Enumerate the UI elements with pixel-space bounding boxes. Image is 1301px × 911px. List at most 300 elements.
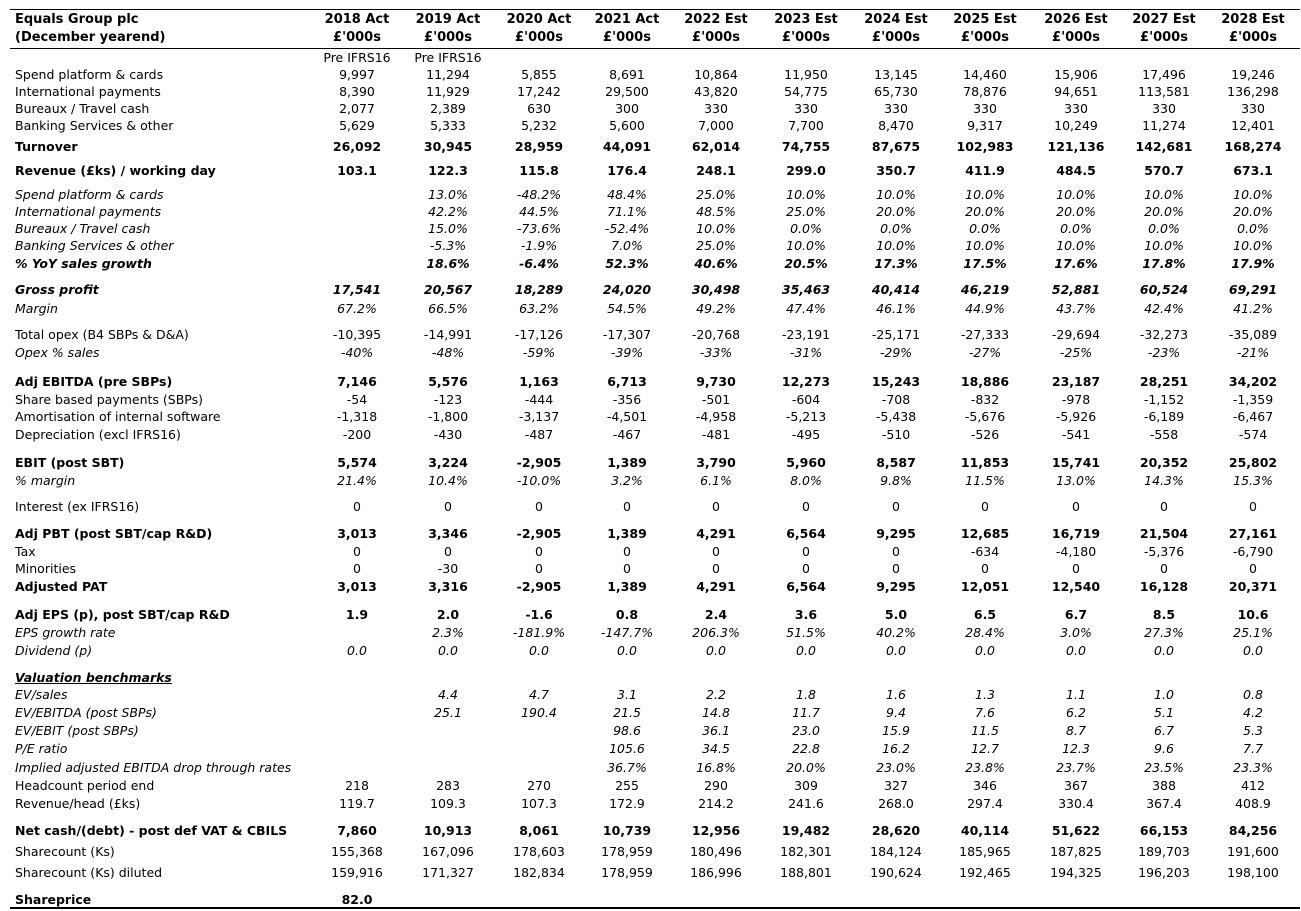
table-cell: 21.4% [337, 473, 377, 488]
table-cell: 13.0% [428, 187, 468, 202]
table-cell: -59% [522, 345, 556, 360]
table-cell: 0 [353, 561, 361, 576]
table-cell: -20,768 [691, 327, 741, 342]
table-cell: 82.0 [341, 892, 373, 907]
table-cell: 7,000 [698, 118, 734, 133]
table-cell: 17,242 [517, 84, 561, 99]
table-cell: 13.0% [1056, 473, 1096, 488]
table-cell: 9,317 [967, 118, 1003, 133]
table-cell: 0 [353, 499, 361, 514]
row-label: Implied adjusted EBITDA drop through rates [15, 760, 292, 775]
table-cell: -35,089 [1228, 327, 1278, 342]
table-cell: 1.3 [975, 687, 995, 702]
table-cell: 27,161 [1228, 526, 1278, 541]
table-cell: 10.0% [965, 238, 1005, 253]
table-cell: -23,191 [781, 327, 831, 342]
table-cell: 10.0% [696, 221, 736, 236]
table-cell: -501 [701, 392, 731, 407]
table-cell: 5,960 [786, 455, 826, 470]
company-name: Equals Group plc [15, 12, 139, 27]
table-cell: 3,013 [337, 526, 377, 541]
row-label: EPS growth rate [15, 625, 116, 640]
table-cell: 10,864 [694, 67, 738, 82]
table-cell: 23.3% [1233, 760, 1273, 775]
table-cell: 171,327 [422, 865, 474, 880]
table-cell: 9.4 [886, 705, 906, 720]
table-cell: 40.6% [694, 256, 738, 271]
table-cell: 330 [1064, 101, 1088, 116]
table-cell: -23% [1147, 345, 1181, 360]
table-cell: 24,020 [602, 282, 652, 297]
table-cell: 0 [1072, 499, 1080, 514]
table-cell: 6,713 [607, 374, 647, 389]
table-cell: 23.7% [1056, 760, 1096, 775]
table-cell: 65,730 [874, 84, 918, 99]
row-label: Spend platform & cards [15, 187, 164, 202]
unit-header: £'000s [1140, 30, 1188, 45]
table-cell: 408.9 [1235, 796, 1271, 811]
unit-header: £'000s [1229, 30, 1277, 45]
table-cell: 8.7 [1066, 723, 1086, 738]
table-cell: 136,298 [1227, 84, 1279, 99]
table-cell: 20.0% [1056, 204, 1096, 219]
row-label: Amortisation of internal software [15, 409, 221, 424]
table-cell: 21.5 [613, 705, 641, 720]
table-cell: 11.5 [971, 723, 999, 738]
row-label: % margin [15, 473, 76, 488]
table-cell: -558 [1149, 427, 1179, 442]
table-cell: 1,389 [607, 455, 647, 470]
table-cell: 17.8% [1142, 256, 1186, 271]
table-cell: 98.6 [613, 723, 641, 738]
table-cell: -978 [1061, 392, 1091, 407]
row-label: Adjusted PAT [15, 579, 108, 594]
table-cell: 4.2 [1243, 705, 1263, 720]
row-label: Net cash/(debt) - post def VAT & CBILS [15, 823, 288, 838]
table-cell: -32,273 [1139, 327, 1189, 342]
table-cell: 119.7 [339, 796, 375, 811]
table-cell: 0 [981, 561, 989, 576]
row-label: International payments [15, 84, 161, 99]
table-cell: 9,997 [339, 67, 375, 82]
table-cell: 5,629 [339, 118, 375, 133]
table-cell: 35,463 [781, 282, 831, 297]
table-cell: 40.2% [876, 625, 916, 640]
table-cell: 185,965 [959, 844, 1011, 859]
unit-header: £'000s [692, 30, 740, 45]
table-cell: 102,983 [956, 139, 1014, 154]
table-cell: 3,790 [696, 455, 736, 470]
table-cell: -634 [970, 544, 1000, 559]
table-cell: 0 [623, 544, 631, 559]
table-cell: 268.0 [878, 796, 914, 811]
table-cell: 36.1 [702, 723, 730, 738]
table-cell: 10.0% [1056, 187, 1096, 202]
table-cell: 43.7% [1056, 301, 1096, 316]
table-cell: 5,576 [428, 374, 468, 389]
table-cell: -10.0% [516, 473, 562, 488]
table-cell: 2,077 [339, 101, 375, 116]
table-cell: 44,091 [602, 139, 652, 154]
table-cell: 10.4% [428, 473, 468, 488]
row-label: Banking Services & other [15, 118, 174, 133]
row-label: Opex % sales [15, 345, 100, 360]
table-cell: -31% [789, 345, 823, 360]
table-cell: 299.0 [786, 163, 826, 178]
table-cell: 11,294 [426, 67, 470, 82]
table-cell: 48.4% [607, 187, 647, 202]
year-header: 2018 Act [324, 12, 390, 27]
table-cell: 18.6% [426, 256, 470, 271]
table-cell: 0.8 [615, 607, 639, 622]
table-cell: 103.1 [337, 163, 377, 178]
table-cell: 191,600 [1227, 844, 1279, 859]
table-cell: 142,681 [1135, 139, 1193, 154]
table-cell: 121,136 [1047, 139, 1105, 154]
table-cell: 18,886 [960, 374, 1010, 389]
table-cell: 12,401 [1231, 118, 1275, 133]
top-border [10, 9, 1300, 10]
table-cell: 47.4% [786, 301, 826, 316]
table-cell: 12,051 [960, 579, 1010, 594]
table-cell: 0.0% [790, 221, 822, 236]
table-cell: 1.6 [886, 687, 906, 702]
table-cell: 192,465 [959, 865, 1011, 880]
unit-header: £'000s [782, 30, 830, 45]
table-cell: 0.0 [617, 643, 637, 658]
table-cell: 0 [802, 544, 810, 559]
table-cell: -6,790 [1232, 544, 1274, 559]
table-cell: 0.0% [1148, 221, 1180, 236]
year-header: 2025 Est [953, 12, 1017, 27]
table-cell: 388 [1152, 778, 1176, 793]
table-cell: -3,137 [518, 409, 560, 424]
unit-header: £'000s [872, 30, 920, 45]
table-cell: 178,959 [601, 865, 653, 880]
table-cell: 255 [615, 778, 639, 793]
table-cell: 20.0% [1233, 204, 1273, 219]
row-label: Tax [15, 544, 36, 559]
table-cell: 25.0% [696, 187, 736, 202]
table-cell: 8,061 [519, 823, 559, 838]
table-cell: 41.2% [1233, 301, 1273, 316]
row-label: Shareprice [15, 892, 92, 907]
table-cell: 51,622 [1051, 823, 1101, 838]
table-cell: 7,146 [337, 374, 377, 389]
table-cell: 0.0 [1154, 643, 1174, 658]
row-label: International payments [15, 204, 162, 219]
table-cell: 34.5 [702, 741, 730, 756]
table-cell: 25.1 [434, 705, 462, 720]
table-cell: 0.0 [1243, 643, 1263, 658]
row-label: Turnover [15, 139, 78, 154]
row-label: Revenue/head (£ks) [15, 796, 141, 811]
table-cell: 8,390 [339, 84, 375, 99]
table-cell: 330 [973, 101, 997, 116]
table-cell: 14,460 [963, 67, 1007, 82]
table-cell: 190.4 [521, 705, 557, 720]
row-label: Valuation benchmarks [15, 670, 172, 685]
table-cell: -2,905 [516, 579, 562, 594]
table-cell: -21% [1236, 345, 1270, 360]
table-cell: 2,389 [430, 101, 466, 116]
table-cell: -40% [340, 345, 374, 360]
table-cell: 3.6 [794, 607, 818, 622]
row-label: Interest (ex IFRS16) [15, 499, 140, 514]
table-cell: 0.0% [969, 221, 1001, 236]
table-cell: 330 [794, 101, 818, 116]
table-cell: 8.5 [1152, 607, 1176, 622]
table-cell: 51.5% [786, 625, 826, 640]
table-cell: 60,524 [1139, 282, 1189, 297]
table-cell: 21,504 [1139, 526, 1189, 541]
table-cell: 8.0% [790, 473, 822, 488]
table-cell: -1,800 [427, 409, 469, 424]
table-cell: 18,289 [514, 282, 564, 297]
table-cell: 0 [623, 499, 631, 514]
year-header: 2024 Est [864, 12, 928, 27]
table-cell: 188,801 [780, 865, 832, 880]
table-cell: 23,187 [1051, 374, 1101, 389]
table-cell: 12,956 [691, 823, 741, 838]
unit-header: £'000s [333, 30, 381, 45]
row-label: Dividend (p) [15, 643, 93, 658]
year-header: 2026 Est [1044, 12, 1108, 27]
table-cell: 3,013 [337, 579, 377, 594]
table-cell: 52.3% [605, 256, 649, 271]
unit-header: £'000s [603, 30, 651, 45]
table-cell: 23.0% [876, 760, 916, 775]
table-cell: 0 [1249, 499, 1257, 514]
table-cell: 17.9% [1231, 256, 1275, 271]
table-cell: 10,249 [1054, 118, 1098, 133]
table-cell: 411.9 [965, 163, 1005, 178]
table-cell: -200 [342, 427, 372, 442]
table-cell: 6.5 [973, 607, 997, 622]
table-cell: 248.1 [696, 163, 736, 178]
table-cell: -356 [612, 392, 642, 407]
table-cell: 15.0% [428, 221, 468, 236]
table-cell: 10,913 [423, 823, 473, 838]
table-cell: 0 [444, 544, 452, 559]
table-cell: 184,124 [870, 844, 922, 859]
table-cell: 0 [1072, 561, 1080, 576]
table-cell: 0.0% [1060, 221, 1092, 236]
table-cell: 16,719 [1051, 526, 1101, 541]
table-cell: 0.0% [1237, 221, 1269, 236]
row-label: Depreciation (excl IFRS16) [15, 427, 181, 442]
year-header: 2027 Est [1132, 12, 1196, 27]
table-cell: 3.2% [611, 473, 643, 488]
table-cell: 0 [623, 561, 631, 576]
table-cell: -1,318 [336, 409, 378, 424]
table-cell: 5.1 [1154, 705, 1174, 720]
table-cell: 7.0% [611, 238, 643, 253]
table-cell: 189,703 [1138, 844, 1190, 859]
row-label: Share based payments (SBPs) [15, 392, 204, 407]
table-cell: -5,376 [1143, 544, 1185, 559]
table-cell: -30 [437, 561, 459, 576]
table-cell: 6,564 [786, 579, 826, 594]
table-cell: 42.2% [428, 204, 468, 219]
table-cell: -5,676 [964, 409, 1006, 424]
table-cell: 5,574 [337, 455, 377, 470]
table-cell: 168,274 [1224, 139, 1282, 154]
table-cell: 4.7 [529, 687, 549, 702]
table-cell: 20.0% [876, 204, 916, 219]
table-cell: 630 [527, 101, 551, 116]
table-cell: 10.0% [786, 238, 826, 253]
table-cell: 25.0% [696, 238, 736, 253]
table-cell: 0 [1249, 561, 1257, 576]
table-cell: -1.6 [525, 607, 553, 622]
table-cell: 109.3 [430, 796, 466, 811]
table-cell: 5,333 [430, 118, 466, 133]
table-cell: -52.4% [604, 221, 650, 236]
unit-header: £'000s [515, 30, 563, 45]
row-label: Sharecount (Ks) [15, 844, 115, 859]
table-cell: -541 [1061, 427, 1091, 442]
table-cell: 0 [712, 561, 720, 576]
table-cell: 3,316 [428, 579, 468, 594]
table-cell: 5,232 [521, 118, 557, 133]
table-cell: 176.4 [607, 163, 647, 178]
table-cell: 309 [794, 778, 818, 793]
table-cell: 122.3 [428, 163, 468, 178]
table-cell: 0 [892, 499, 900, 514]
table-cell: -25% [1059, 345, 1093, 360]
table-cell: 43,820 [694, 84, 738, 99]
table-cell: 0 [535, 561, 543, 576]
table-cell: 290 [704, 778, 728, 793]
row-label: Adj EBITDA (pre SBPs) [15, 374, 173, 389]
table-cell: 330 [1152, 101, 1176, 116]
ifrs-note: Pre IFRS16 [323, 50, 391, 65]
table-cell: 84,256 [1228, 823, 1278, 838]
table-cell: 0 [444, 499, 452, 514]
year-header: 2021 Act [594, 12, 660, 27]
table-cell: 28,620 [871, 823, 921, 838]
table-cell: -1,152 [1143, 392, 1185, 407]
table-cell: 6.7 [1064, 607, 1088, 622]
table-cell: 115.8 [519, 163, 559, 178]
table-cell: -495 [791, 427, 821, 442]
table-cell: 12,273 [781, 374, 831, 389]
table-cell: 23.8% [965, 760, 1005, 775]
table-cell: -510 [881, 427, 911, 442]
row-label: Headcount period end [15, 778, 155, 793]
table-cell: 214.2 [698, 796, 734, 811]
table-cell: 9.8% [880, 473, 912, 488]
table-cell: 7,700 [788, 118, 824, 133]
row-label: Total opex (B4 SBPs & D&A) [15, 327, 189, 342]
table-cell: 9,730 [696, 374, 736, 389]
row-label: Banking Services & other [15, 238, 174, 253]
unit-header: £'000s [424, 30, 472, 45]
table-cell: 1.0 [1154, 687, 1174, 702]
table-cell: -832 [970, 392, 1000, 407]
table-cell: -487 [524, 427, 554, 442]
table-cell: 17.5% [963, 256, 1007, 271]
year-header: 2023 Est [774, 12, 838, 27]
row-label: Adj EPS (p), post SBT/cap R&D [15, 607, 230, 622]
row-label: Bureaux / Travel cash [15, 101, 150, 116]
table-cell: 180,496 [690, 844, 742, 859]
table-cell: -5,926 [1055, 409, 1097, 424]
table-cell: 0 [535, 499, 543, 514]
table-cell: 178,959 [601, 844, 653, 859]
table-cell: 412 [1241, 778, 1265, 793]
table-cell: 0 [892, 561, 900, 576]
table-cell: 15,243 [871, 374, 921, 389]
table-cell: 63.2% [519, 301, 559, 316]
table-cell: -48% [431, 345, 465, 360]
table-cell: 2.3% [432, 625, 464, 640]
table-cell: -604 [791, 392, 821, 407]
table-cell: 27.3% [1144, 625, 1184, 640]
table-cell: 0 [981, 499, 989, 514]
table-cell: 7.7 [1243, 741, 1263, 756]
table-cell: 0 [535, 544, 543, 559]
table-cell: 94,651 [1054, 84, 1098, 99]
table-cell: 10.0% [786, 187, 826, 202]
table-cell: 673.1 [1233, 163, 1273, 178]
table-cell: 54,775 [784, 84, 828, 99]
table-cell: 196,203 [1138, 865, 1190, 880]
table-cell: 20,352 [1139, 455, 1189, 470]
table-cell: 20.0% [1144, 204, 1184, 219]
table-cell: -10,395 [332, 327, 382, 342]
table-cell: 198,100 [1227, 865, 1279, 880]
table-cell: 187,825 [1050, 844, 1102, 859]
year-header: 2028 Est [1221, 12, 1285, 27]
table-cell: 9.6 [1154, 741, 1174, 756]
table-cell: 29,500 [605, 84, 649, 99]
table-cell: 0 [802, 499, 810, 514]
table-cell: 11,950 [784, 67, 828, 82]
table-cell: 194,325 [1050, 865, 1102, 880]
table-cell: -73.6% [516, 221, 562, 236]
table-cell: -5.3% [429, 238, 467, 253]
table-cell: 20.5% [784, 256, 828, 271]
table-cell: 17.6% [1054, 256, 1098, 271]
table-cell: 19,246 [1231, 67, 1275, 82]
table-cell: 17,496 [1142, 67, 1186, 82]
table-cell: -29,694 [1051, 327, 1101, 342]
table-cell: 34,202 [1228, 374, 1278, 389]
table-cell: 300 [615, 101, 639, 116]
table-cell: 0 [712, 499, 720, 514]
table-cell: 10.0% [965, 187, 1005, 202]
table-cell: 186,996 [690, 865, 742, 880]
table-cell: 20.0% [786, 760, 826, 775]
table-cell: 155,368 [331, 844, 383, 859]
table-cell: 48.5% [696, 204, 736, 219]
table-cell: -6,189 [1143, 409, 1185, 424]
table-cell: 52,881 [1051, 282, 1101, 297]
table-cell: -430 [433, 427, 463, 442]
table-cell: 87,675 [871, 139, 921, 154]
table-cell: 23.0 [792, 723, 820, 738]
table-cell: -4,501 [606, 409, 648, 424]
table-cell: 1,389 [607, 579, 647, 594]
table-cell: 67.2% [337, 301, 377, 316]
table-cell: 10.0% [1056, 238, 1096, 253]
table-cell: 297.4 [967, 796, 1003, 811]
row-label: Gross profit [15, 282, 99, 297]
table-cell: 16.8% [696, 760, 736, 775]
table-cell: 23.5% [1144, 760, 1184, 775]
